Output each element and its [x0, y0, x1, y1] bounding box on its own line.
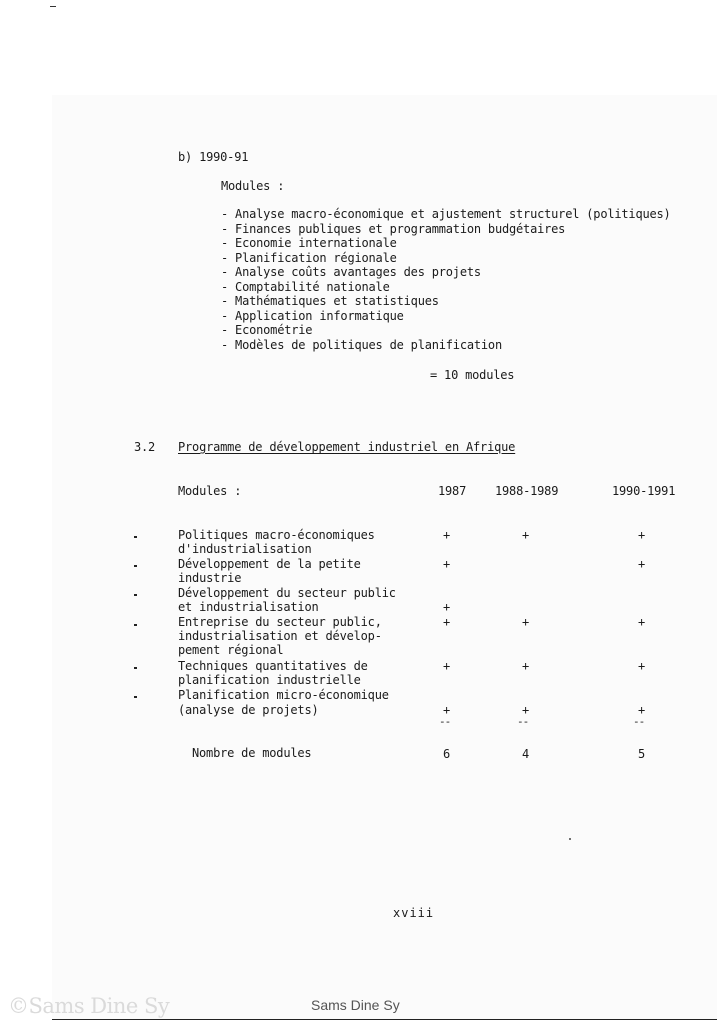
corner-mark [50, 6, 56, 7]
bullet-mark [134, 536, 137, 538]
watermark-copyright: ©Sams Dine Sy [8, 994, 170, 1018]
section-b-modules-label: Modules : [221, 179, 285, 193]
row-label-line: (analyse de projets) [178, 703, 319, 717]
module-item: - Application informatique [221, 309, 404, 323]
row-label-line: industrialisation et dévelop- [178, 629, 382, 643]
section-b-heading: b) 1990-91 [178, 150, 249, 164]
bullet-mark [134, 667, 137, 669]
total-1988-1989: 4 [522, 747, 530, 761]
row-mark-1987: + [443, 557, 451, 571]
row-mark-1987: + [443, 600, 451, 614]
row-label-line: industrie [178, 571, 242, 585]
module-item: - Analyse coûts avantages des projets [221, 265, 481, 279]
page-number: xviii [393, 906, 435, 920]
row-mark-1988-1989: + [522, 659, 530, 673]
module-item: - Econométrie [221, 323, 313, 337]
row-label-line: planification industrielle [178, 673, 361, 687]
bottom-rule [52, 1019, 717, 1020]
module-item: - Mathématiques et statistiques [221, 294, 439, 308]
module-item: - Comptabilité nationale [221, 280, 390, 294]
row-label-line: Développement de la petite [178, 557, 361, 571]
row-mark-1990-1991: + [638, 659, 646, 673]
total-label: Nombre de modules [192, 746, 312, 760]
row-label-line: Planification micro-économique [178, 688, 389, 702]
row-mark-1987: + [443, 659, 451, 673]
total-1987: 6 [443, 747, 451, 761]
bullet-mark [134, 565, 137, 567]
row-mark-1987: + [443, 528, 451, 542]
row-mark-1990-1991: + [638, 528, 646, 542]
watermark-author: Sams Dine Sy [311, 997, 400, 1013]
bullet-mark [134, 696, 137, 698]
row-label-line: Entreprise du secteur public, [178, 615, 382, 629]
row-mark-1990-1991: + [638, 703, 646, 717]
row-label-line: Développement du secteur public [178, 586, 396, 600]
column-header-1990-1991: 1990-1991 [612, 484, 676, 498]
row-label-line: d'industrialisation [178, 542, 312, 556]
row-mark-1987: + [443, 703, 451, 717]
total-1990-1991: 5 [638, 747, 646, 761]
row-label-line: et industrialisation [178, 600, 319, 614]
row-label-line: Techniques quantitatives de [178, 659, 368, 673]
module-item: - Economie internationale [221, 236, 397, 250]
row-mark-1988-1989: + [522, 615, 530, 629]
row-label-line: Politiques macro-économiques [178, 528, 375, 542]
separator: -- [439, 715, 451, 728]
scan-speck [569, 838, 571, 840]
row-label-line: pement régional [178, 643, 284, 657]
separator: -- [633, 715, 645, 728]
row-mark-1988-1989: + [522, 703, 530, 717]
module-item: - Analyse macro-économique et ajustement structurel (politiques) [221, 207, 671, 221]
bullet-mark [134, 594, 137, 596]
bullet-mark [134, 624, 137, 626]
section-title: Programme de développement industriel en Afrique [178, 440, 516, 454]
row-mark-1987: + [443, 615, 451, 629]
row-mark-1988-1989: + [522, 528, 530, 542]
table-modules-label: Modules : [178, 484, 242, 498]
separator: -- [517, 715, 529, 728]
section-b-total: = 10 modules [430, 368, 515, 382]
module-item: - Modèles de politiques de planification [221, 338, 502, 352]
column-header-1987: 1987 [438, 484, 467, 498]
module-item: - Finances publiques et programmation budgétaires [221, 222, 566, 236]
section-number: 3.2 [134, 440, 156, 454]
column-header-1988-1989: 1988-1989 [495, 484, 559, 498]
row-mark-1990-1991: + [638, 557, 646, 571]
row-mark-1990-1991: + [638, 615, 646, 629]
module-item: - Planification régionale [221, 251, 397, 265]
